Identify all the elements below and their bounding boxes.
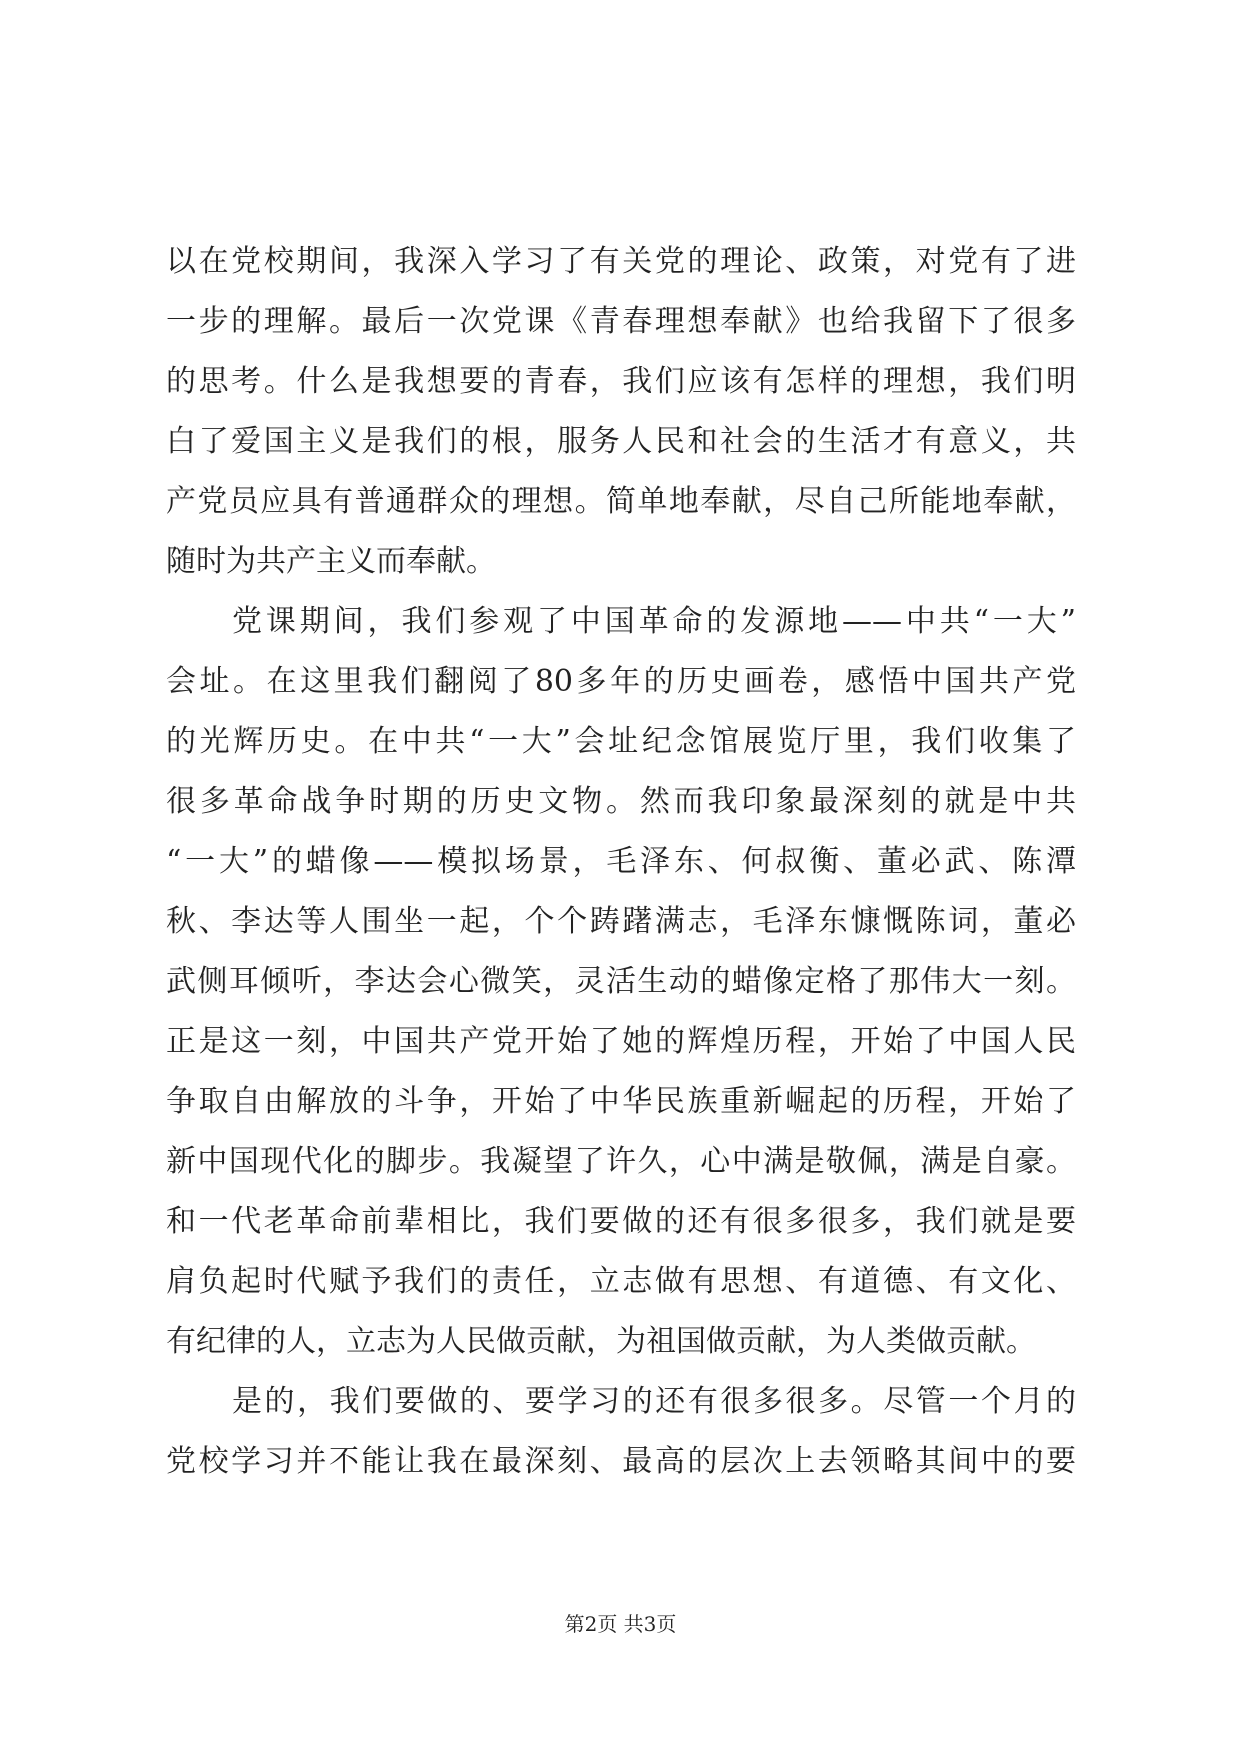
text-line: 产党员应具有普通群众的理想。简单地奉献，尽自己所能地奉献，	[166, 484, 1076, 519]
text-line: 以在党校期间，我深入学习了有关党的理论、政策，对党有了进	[166, 244, 1076, 279]
text-line: 和一代老革命前辈相比，我们要做的还有很多很多，我们就是要	[166, 1204, 1076, 1239]
text-line: 一步的理解。最后一次党课《青春理想奉献》也给我留下了很多	[166, 304, 1076, 339]
text-line: 党校学习并不能让我在最深刻、最高的层次上去领略其间中的要	[166, 1444, 1076, 1479]
text-line: 肩负起时代赋予我们的责任，立志做有思想、有道德、有文化、	[166, 1264, 1076, 1299]
text-line: 的思考。什么是我想要的青春，我们应该有怎样的理想，我们明	[166, 364, 1076, 399]
text-line: 新中国现代化的脚步。我凝望了许久，心中满是敬佩，满是自豪。	[166, 1144, 1076, 1179]
text-line: 秋、李达等人围坐一起，个个踌躇满志，毛泽东慷慨陈词，董必	[166, 904, 1076, 939]
text-line: 正是这一刻，中国共产党开始了她的辉煌历程，开始了中国人民	[166, 1024, 1076, 1059]
text-line: 是的，我们要做的、要学习的还有很多很多。尽管一个月的	[232, 1384, 1076, 1419]
text-line: 很多革命战争时期的历史文物。然而我印象最深刻的就是中共	[166, 784, 1076, 819]
text-line: “一大”的蜡像——模拟场景，毛泽东、何叔衡、董必武、陈潭	[166, 844, 1076, 879]
page-footer: 第2页 共3页	[564, 1612, 677, 1636]
text-line: 的光辉历史。在中共“一大”会址纪念馆展览厅里，我们收集了	[166, 724, 1076, 759]
text-line: 会址。在这里我们翻阅了80多年的历史画卷，感悟中国共产党	[166, 664, 1076, 699]
text-line: 白了爱国主义是我们的根，服务人民和社会的生活才有意义，共	[166, 424, 1076, 459]
text-line: 党课期间，我们参观了中国革命的发源地——中共“一大”	[232, 604, 1076, 639]
text-line: 随时为共产主义而奉献。	[166, 544, 496, 579]
text-line: 武侧耳倾听，李达会心微笑，灵活生动的蜡像定格了那伟大一刻。	[166, 964, 1076, 999]
text-line: 有纪律的人，立志为人民做贡献，为祖国做贡献，为人类做贡献。	[166, 1324, 1036, 1359]
text-line: 争取自由解放的斗争，开始了中华民族重新崛起的历程，开始了	[166, 1084, 1076, 1119]
body-text	[166, 232, 1076, 1492]
